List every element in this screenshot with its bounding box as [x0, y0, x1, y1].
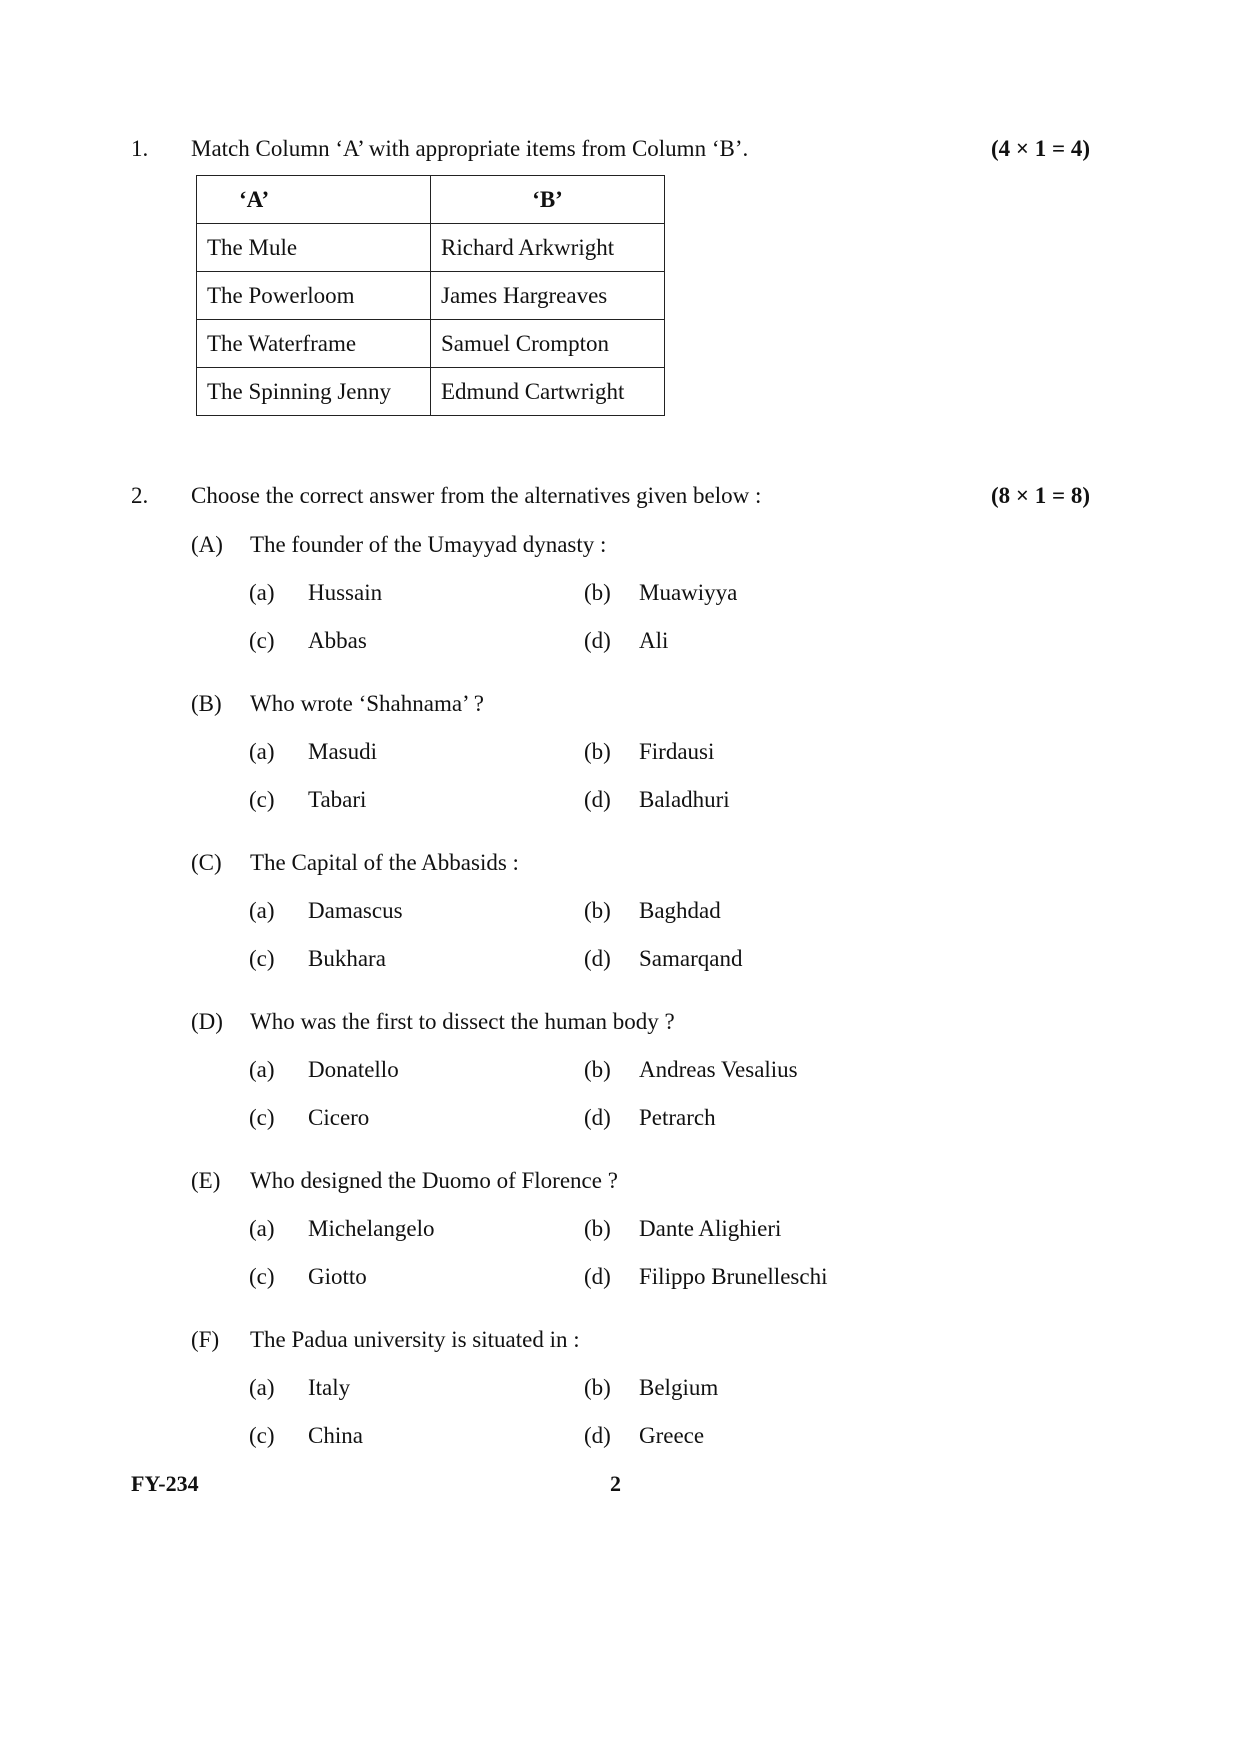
- option-label: (d): [584, 787, 611, 812]
- table-row: [197, 272, 665, 320]
- option-label: (b): [584, 1375, 611, 1400]
- table-row: [197, 368, 665, 416]
- column-b-header: ‘B’: [431, 176, 665, 224]
- part-label: (D): [191, 1009, 223, 1034]
- table-cell: Edmund Cartwright: [431, 368, 665, 416]
- option-text: Hussain: [308, 580, 383, 605]
- option-text: Filippo Brunelleschi: [639, 1264, 828, 1289]
- option-label: (b): [584, 898, 611, 923]
- table-row: [197, 320, 665, 368]
- option-text: Abbas: [308, 628, 367, 653]
- option-text: Belgium: [639, 1375, 719, 1400]
- option-text: Michelangelo: [308, 1216, 435, 1241]
- q1-marks: (4 × 1 = 4): [991, 136, 1091, 161]
- option-label: (d): [584, 1105, 611, 1130]
- option-text: Petrarch: [639, 1105, 716, 1130]
- option-label: (b): [584, 739, 611, 764]
- option-label: (a): [249, 580, 275, 605]
- part-question: Who wrote ‘Shahnama’ ?: [250, 691, 484, 716]
- option-label: (d): [584, 1264, 611, 1289]
- option-label: (b): [584, 580, 611, 605]
- option-text: Tabari: [308, 787, 367, 812]
- option-text: Baladhuri: [639, 787, 730, 812]
- match-table: [196, 175, 665, 416]
- option-text: China: [308, 1423, 363, 1448]
- option-label: (a): [249, 898, 275, 923]
- option-text: Baghdad: [639, 898, 721, 923]
- option-text: Giotto: [308, 1264, 367, 1289]
- option-label: (a): [249, 1216, 275, 1241]
- part-label: (A): [191, 532, 223, 557]
- option-text: Donatello: [308, 1057, 399, 1082]
- part-question: Who was the first to dissect the human body ?: [250, 1009, 675, 1034]
- option-text: Dante Alighieri: [639, 1216, 782, 1241]
- q2-marks: (8 × 1 = 8): [991, 483, 1091, 508]
- table-cell: The Waterframe: [197, 320, 431, 368]
- option-text: Firdausi: [639, 739, 715, 764]
- option-label: (b): [584, 1216, 611, 1241]
- option-label: (c): [249, 628, 275, 653]
- page-number: 2: [610, 1471, 621, 1496]
- table-cell: The Mule: [197, 224, 431, 272]
- option-text: Muawiyya: [639, 580, 738, 605]
- match-table-header: [197, 176, 665, 224]
- q2-text: Choose the correct answer from the alternatives given below :: [191, 483, 762, 508]
- option-label: (a): [249, 1057, 275, 1082]
- option-label: (d): [584, 628, 611, 653]
- option-label: (c): [249, 787, 275, 812]
- option-text: Andreas Vesalius: [639, 1057, 798, 1082]
- option-label: (d): [584, 946, 611, 971]
- option-text: Damascus: [308, 898, 403, 923]
- part-label: (B): [191, 691, 222, 716]
- table-row: [197, 224, 665, 272]
- part-question: The Padua university is situated in :: [250, 1327, 580, 1352]
- option-label: (a): [249, 1375, 275, 1400]
- option-label: (c): [249, 1105, 275, 1130]
- option-label: (c): [249, 1264, 275, 1289]
- part-question: Who designed the Duomo of Florence ?: [250, 1168, 618, 1193]
- q1-text: Match Column ‘A’ with appropriate items from Column ‘B’.: [191, 136, 749, 161]
- option-label: (d): [584, 1423, 611, 1448]
- option-text: Cicero: [308, 1105, 370, 1130]
- option-text: Italy: [308, 1375, 351, 1400]
- option-text: Samarqand: [639, 946, 743, 971]
- paper-code: FY-234: [131, 1471, 199, 1496]
- option-label: (c): [249, 946, 275, 971]
- q1-number: 1.: [131, 136, 149, 161]
- option-label: (c): [249, 1423, 275, 1448]
- q2-number: 2.: [131, 483, 149, 508]
- option-text: Ali: [639, 628, 669, 653]
- table-cell: The Powerloom: [197, 272, 431, 320]
- option-text: Greece: [639, 1423, 705, 1448]
- table-cell: The Spinning Jenny: [197, 368, 431, 416]
- table-cell: Samuel Crompton: [431, 320, 665, 368]
- part-label: (E): [191, 1168, 221, 1193]
- option-text: Masudi: [308, 739, 377, 764]
- option-label: (a): [249, 739, 275, 764]
- part-question: The Capital of the Abbasids :: [250, 850, 519, 875]
- part-label: (F): [191, 1327, 220, 1352]
- option-text: Bukhara: [308, 946, 386, 971]
- table-cell: James Hargreaves: [431, 272, 665, 320]
- option-label: (b): [584, 1057, 611, 1082]
- table-cell: Richard Arkwright: [431, 224, 665, 272]
- part-label: (C): [191, 850, 222, 875]
- column-a-header: ‘A’: [197, 176, 431, 224]
- part-question: The founder of the Umayyad dynasty :: [250, 532, 607, 557]
